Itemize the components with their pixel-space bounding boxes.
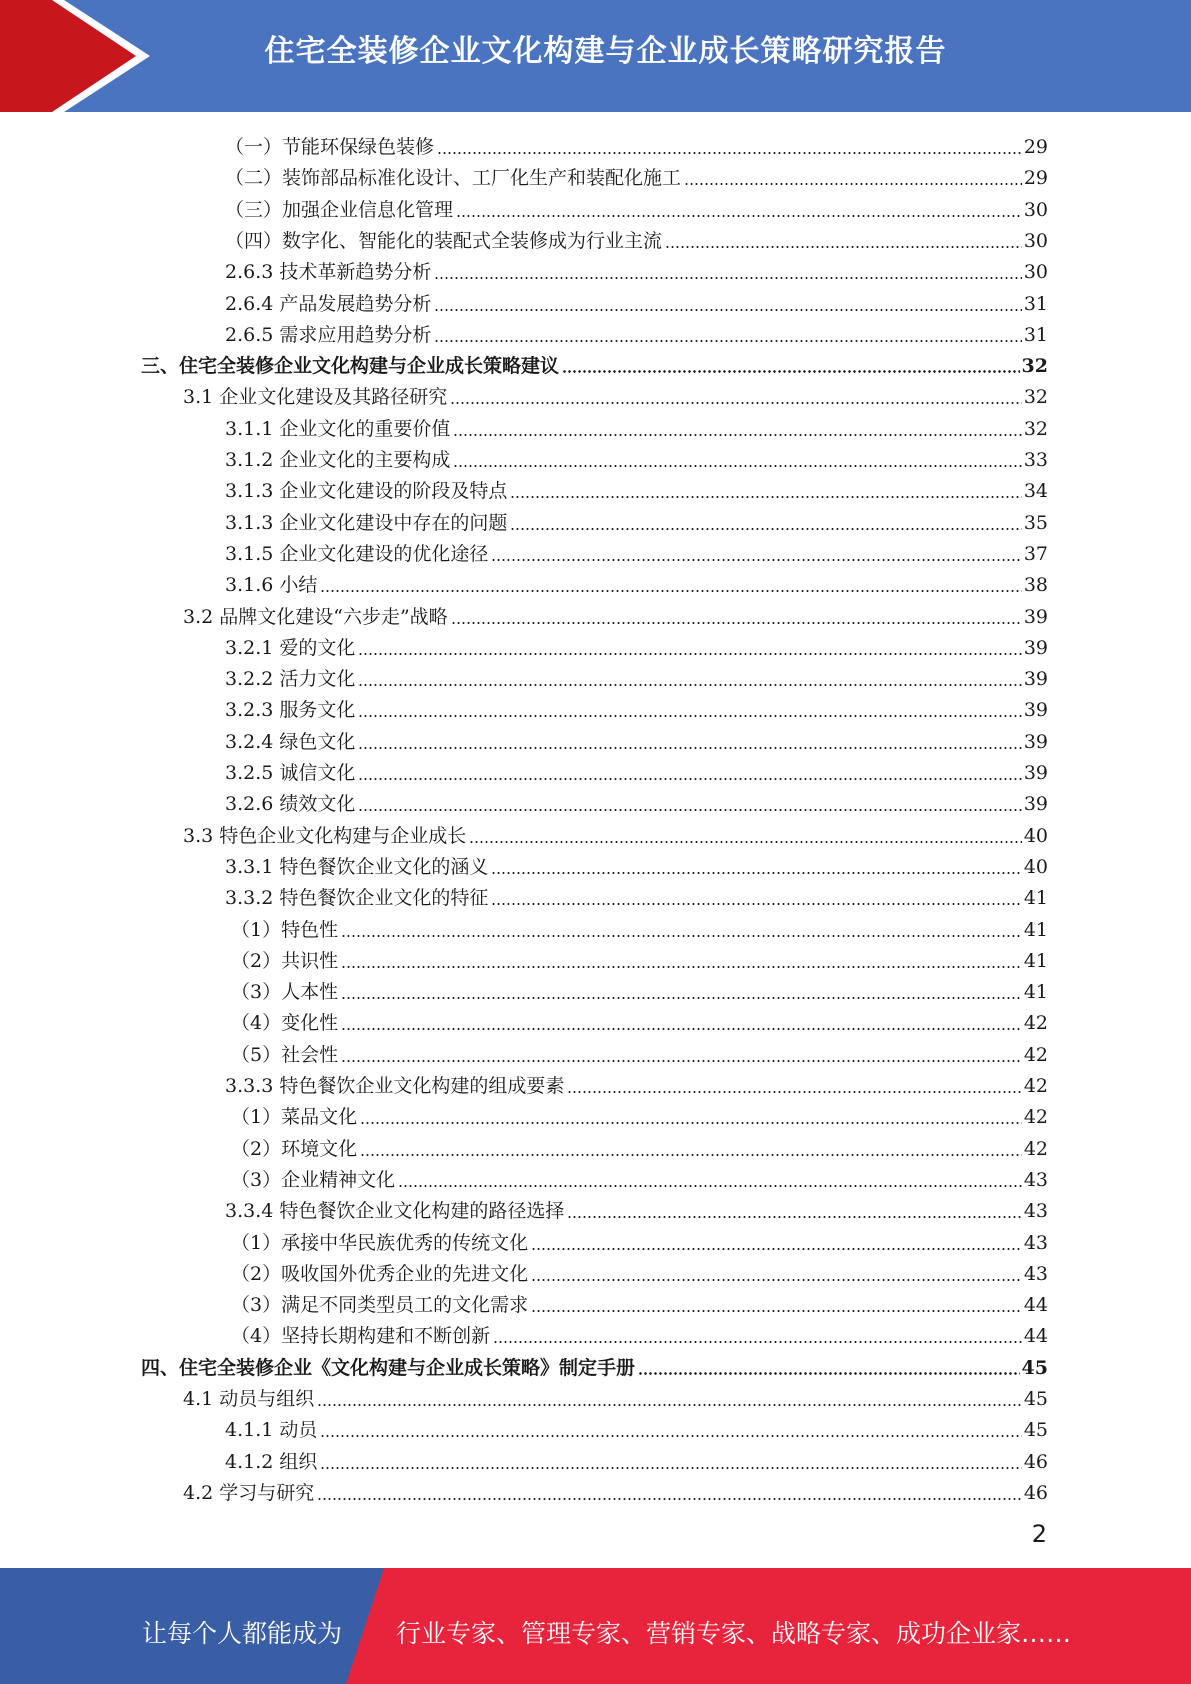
toc-entry[interactable] — [231, 911, 1048, 942]
toc-entry[interactable] — [231, 1286, 1048, 1317]
toc-dot-leader — [358, 653, 1021, 655]
toc-entry-label: （3）人本性 — [231, 981, 339, 1004]
toc-entry-page: 44 — [1023, 1294, 1048, 1317]
toc-entry[interactable] — [183, 598, 1048, 629]
toc-entry[interactable] — [231, 942, 1048, 973]
toc-entry-page: 32 — [1023, 417, 1048, 440]
toc-dot-leader — [510, 496, 1021, 498]
toc-entry[interactable] — [231, 1161, 1048, 1192]
toc-entry-label: 3.3.4 特色餐饮企业文化构建的路径选择 — [225, 1200, 565, 1223]
toc-entry-page: 29 — [1023, 136, 1048, 158]
toc-dot-leader — [320, 1435, 1021, 1437]
toc-dot-leader — [341, 997, 1022, 999]
toc-entry[interactable] — [225, 691, 1048, 722]
toc-entry-page: 39 — [1023, 668, 1048, 691]
toc-entry[interactable] — [231, 1317, 1048, 1348]
toc-dot-leader — [341, 1060, 1022, 1062]
toc-entry-label: 3.1.5 企业文化建设的优化途径 — [225, 542, 489, 565]
toc-entry-page: 31 — [1023, 292, 1048, 315]
toc-entry-label: 3.1.3 企业文化建设中存在的问题 — [225, 511, 508, 534]
toc-dot-leader — [317, 1404, 1022, 1406]
toc-entry[interactable] — [225, 191, 1048, 222]
toc-entry[interactable] — [225, 1411, 1048, 1442]
toc-dot-leader — [358, 778, 1021, 780]
toc-entry-page: 41 — [1023, 981, 1048, 1004]
toc-entry-label: （三）加强企业信息化管理 — [225, 198, 454, 221]
document-title: 住宅全装修企业文化构建与企业成长策略研究报告 — [264, 34, 947, 69]
toc-entry-page: 43 — [1023, 1262, 1048, 1285]
toc-entry-page: 42 — [1023, 1012, 1048, 1035]
toc-entry-page: 39 — [1023, 793, 1048, 816]
toc-entry[interactable] — [141, 347, 1048, 378]
footer-slogan-right: 行业专家、管理专家、营销专家、战略专家、成功企业家…… — [396, 1619, 1072, 1648]
toc-entry[interactable] — [225, 222, 1048, 253]
toc-entry-page: 30 — [1023, 229, 1048, 252]
toc-dot-leader — [320, 590, 1021, 592]
toc-dot-leader — [358, 715, 1021, 717]
toc-entry-label: （2）环境文化 — [231, 1137, 358, 1160]
toc-entry[interactable] — [225, 1067, 1048, 1098]
toc-entry-label: 3.3.3 特色餐饮企业文化构建的组成要素 — [225, 1075, 565, 1097]
toc-entry-label: （1）特色性 — [231, 918, 339, 941]
toc-entry-label: 4.1 动员与组织 — [183, 1388, 315, 1410]
toc-dot-leader — [358, 747, 1021, 749]
toc-dot-leader — [567, 1091, 1021, 1093]
toc-entry-label: 2.6.4 产品发展趋势分析 — [225, 292, 432, 315]
toc-entry-label: （2）共识性 — [231, 949, 339, 972]
toc-dot-leader — [665, 246, 1022, 248]
toc-entry[interactable] — [225, 629, 1048, 660]
toc-entry-page: 41 — [1023, 887, 1048, 910]
toc-entry-page: 30 — [1023, 261, 1048, 284]
page-footer — [0, 1568, 1191, 1684]
toc-dot-leader — [510, 528, 1021, 530]
toc-entry-label: 2.6.3 技术革新趋势分析 — [225, 261, 432, 284]
toc-entry-label: （4）坚持长期构建和不断创新 — [231, 1325, 491, 1348]
toc-entry-label: 三、住宅全装修企业文化构建与企业成长策略建议 — [141, 355, 560, 378]
toc-entry-label: 3.2 品牌文化建设“六步走”战略 — [183, 605, 448, 628]
toc-entry-label: 4.1.2 组织 — [225, 1450, 318, 1473]
toc-dot-leader — [531, 1310, 1022, 1312]
toc-dot-leader — [341, 966, 1022, 968]
toc-entry[interactable] — [231, 1098, 1048, 1129]
toc-entry[interactable] — [225, 535, 1048, 566]
toc-entry-label: 4.1.1 动员 — [225, 1419, 318, 1442]
page-number: 2 — [1031, 1520, 1047, 1548]
toc-entry[interactable] — [231, 1036, 1048, 1067]
toc-dot-leader — [453, 465, 1021, 467]
toc-entry[interactable] — [225, 441, 1048, 472]
toc-entry[interactable] — [183, 378, 1048, 409]
toc-entry-label: 3.2.3 服务文化 — [225, 699, 356, 722]
toc-entry-page: 40 — [1023, 855, 1048, 878]
toc-entry-page: 32 — [1021, 355, 1048, 378]
toc-entry-page: 39 — [1023, 605, 1048, 628]
toc-dot-leader — [360, 1122, 1022, 1124]
toc-entry[interactable] — [225, 848, 1048, 879]
toc-entry-page: 32 — [1023, 386, 1048, 409]
toc-entry-page: 39 — [1023, 699, 1048, 722]
toc-entry-label: （2）吸收国外优秀企业的先进文化 — [231, 1262, 529, 1285]
toc-entry-label: 3.1.3 企业文化建设的阶段及特点 — [225, 480, 508, 503]
toc-entry-page: 39 — [1023, 730, 1048, 753]
toc-dot-leader — [491, 559, 1021, 561]
toc-entry-label: （二）装饰部品标准化设计、工厂化生产和装配化施工 — [225, 167, 682, 190]
toc-entry-label: 3.2.5 诚信文化 — [225, 762, 356, 784]
toc-entry[interactable] — [225, 316, 1048, 347]
toc-entry-page: 43 — [1023, 1168, 1048, 1191]
toc-entry-page: 31 — [1023, 323, 1048, 346]
toc-entry-page: 34 — [1023, 480, 1048, 503]
toc-entry-label: 四、住宅全装修企业《文化构建与企业成长策略》制定手册 — [141, 1356, 636, 1379]
toc-entry-page: 33 — [1023, 449, 1048, 471]
toc-entry[interactable] — [183, 817, 1048, 848]
toc-entry-label: 3.1.1 企业文化的重要价值 — [225, 417, 451, 440]
toc-entry[interactable] — [183, 1380, 1048, 1411]
toc-entry-page: 43 — [1023, 1200, 1048, 1223]
toc-dot-leader — [451, 622, 1022, 624]
toc-entry-label: （一）节能环保绿色装修 — [225, 136, 435, 158]
toc-entry-page: 43 — [1023, 1231, 1048, 1254]
toc-dot-leader — [562, 370, 1020, 373]
toc-entry[interactable] — [141, 1349, 1048, 1380]
toc-entry-page: 42 — [1023, 1137, 1048, 1160]
toc-entry-label: 2.6.5 需求应用趋势分析 — [225, 323, 432, 346]
toc-entry[interactable] — [225, 1443, 1048, 1474]
toc-entry-page: 44 — [1023, 1325, 1048, 1348]
footer-slogan-left: 让每个人都能成为 — [142, 1619, 343, 1648]
toc-entry[interactable] — [225, 253, 1048, 284]
toc-entry[interactable] — [231, 973, 1048, 1004]
toc-entry-label: 4.2 学习与研究 — [183, 1481, 315, 1504]
toc-dot-leader — [491, 872, 1021, 874]
toc-entry-page: 42 — [1023, 1075, 1048, 1097]
toc-entry-label: 3.2.6 绩效文化 — [225, 793, 356, 816]
toc-entry-label: 3.1.2 企业文化的主要构成 — [225, 449, 451, 471]
toc-dot-leader — [434, 309, 1021, 311]
toc-entry[interactable] — [225, 660, 1048, 691]
toc-entry-page: 39 — [1023, 636, 1048, 659]
toc-entry-label: 3.3.2 特色餐饮企业文化的特征 — [225, 887, 489, 910]
toc-entry-label: （3）满足不同类型员工的文化需求 — [231, 1294, 529, 1317]
toc-entry-label: 3.2.4 绿色文化 — [225, 730, 356, 753]
toc-entry-label: （1）承接中华民族优秀的传统文化 — [231, 1231, 529, 1254]
toc-entry-page: 45 — [1021, 1356, 1048, 1379]
toc-dot-leader — [491, 903, 1021, 905]
toc-entry-label: （3）企业精神文化 — [231, 1168, 396, 1191]
toc-dot-leader — [638, 1372, 1020, 1375]
toc-dot-leader — [360, 1154, 1022, 1156]
toc-entry[interactable] — [225, 785, 1048, 816]
toc-dot-leader — [341, 935, 1022, 937]
toc-entry[interactable] — [225, 504, 1048, 535]
toc-entry-page: 41 — [1023, 918, 1048, 941]
toc-dot-leader — [434, 340, 1021, 342]
toc-entry-page: 46 — [1023, 1450, 1048, 1473]
toc-dot-leader — [358, 684, 1021, 686]
toc-dot-leader — [531, 1248, 1022, 1250]
toc-entry[interactable] — [225, 472, 1048, 503]
toc-entry[interactable] — [225, 723, 1048, 754]
toc-entry-label: 3.1 企业文化建设及其路径研究 — [183, 386, 448, 409]
toc-dot-leader — [317, 1498, 1022, 1500]
toc-entry-page: 29 — [1023, 167, 1048, 190]
toc-dot-leader — [450, 402, 1022, 404]
toc-entry-page: 46 — [1023, 1481, 1048, 1504]
toc-entry[interactable] — [225, 410, 1048, 441]
toc-dot-leader — [531, 1279, 1022, 1281]
toc-entry-label: 3.2.1 爱的文化 — [225, 636, 356, 659]
toc-dot-leader — [453, 434, 1021, 436]
toc-dot-leader — [437, 152, 1022, 154]
toc-dot-leader — [456, 215, 1022, 217]
toc-entry-page: 35 — [1023, 511, 1048, 534]
toc-entry[interactable] — [231, 1255, 1048, 1286]
toc-entry-page: 42 — [1023, 1043, 1048, 1066]
toc-entry-label: （1）菜品文化 — [231, 1106, 358, 1129]
toc-entry-page: 42 — [1023, 1106, 1048, 1129]
toc-dot-leader — [434, 277, 1021, 279]
toc-entry[interactable] — [225, 566, 1048, 597]
toc-dot-leader — [469, 841, 1022, 843]
toc-entry[interactable] — [225, 159, 1048, 190]
toc-entry-page: 45 — [1023, 1388, 1048, 1410]
toc-entry[interactable] — [225, 1192, 1048, 1223]
toc-entry[interactable] — [231, 1004, 1048, 1035]
toc-entry-label: （4）变化性 — [231, 1012, 339, 1035]
toc-entry[interactable] — [225, 128, 1048, 159]
toc-entry[interactable] — [231, 1130, 1048, 1161]
page-header — [0, 0, 1191, 112]
toc-entry-label: （四）数字化、智能化的装配式全装修成为行业主流 — [225, 229, 663, 252]
toc-entry-page: 45 — [1023, 1419, 1048, 1442]
toc-dot-leader — [320, 1467, 1021, 1469]
toc-entry[interactable] — [225, 879, 1048, 910]
toc-entry[interactable] — [225, 285, 1048, 316]
toc-dot-leader — [341, 1028, 1022, 1030]
toc-entry-page: 30 — [1023, 198, 1048, 221]
toc-entry-page: 39 — [1023, 762, 1048, 784]
toc-entry-label: 3.2.2 活力文化 — [225, 668, 356, 691]
toc-entry-page: 41 — [1023, 949, 1048, 972]
toc-entry-label: 3.3.1 特色餐饮企业文化的涵义 — [225, 855, 489, 878]
toc-entry[interactable] — [231, 1224, 1048, 1255]
toc-entry-page: 37 — [1023, 542, 1048, 565]
toc-entry[interactable] — [225, 754, 1048, 785]
toc-dot-leader — [493, 1341, 1022, 1343]
toc-entry-page: 38 — [1023, 574, 1048, 597]
toc-dot-leader — [358, 809, 1021, 811]
toc-dot-leader — [398, 1185, 1022, 1187]
toc-entry-label: （5）社会性 — [231, 1043, 339, 1066]
toc-entry[interactable] — [183, 1474, 1048, 1505]
toc-entry-page: 40 — [1023, 824, 1048, 847]
toc-entry-label: 3.1.6 小结 — [225, 574, 318, 597]
toc-dot-leader — [567, 1216, 1021, 1218]
toc-entry-label: 3.3 特色企业文化构建与企业成长 — [183, 824, 467, 847]
toc-dot-leader — [684, 183, 1022, 185]
